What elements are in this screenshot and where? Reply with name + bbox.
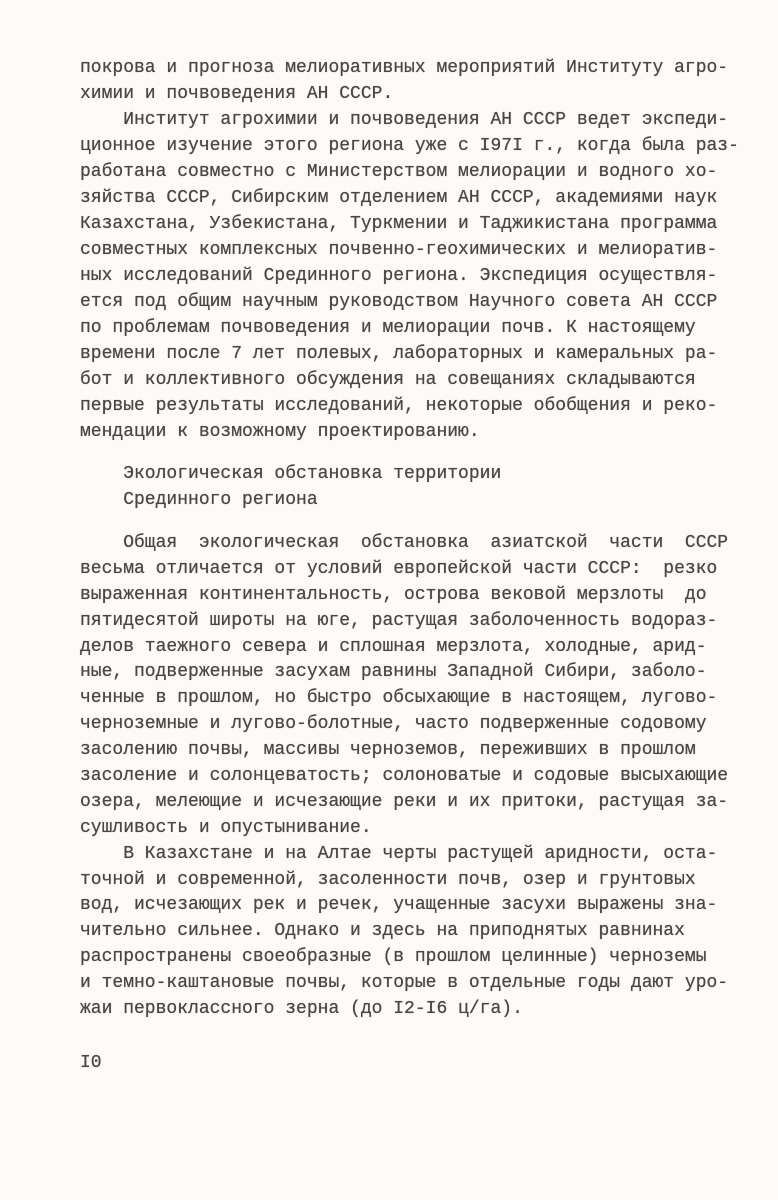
text-line: Экологическая обстановка территории — [80, 464, 502, 484]
text-line: пятидесятой широты на юге, растущая заболоченность водораз- — [80, 610, 718, 631]
text-line: химии и почвоведения АН СССР. — [80, 84, 394, 104]
page-number: I0 — [80, 1053, 102, 1073]
text-line: выраженная континентальность, острова вековой мерзлоты до — [80, 584, 707, 605]
text-line: Казахстана, Узбекистана, Туркмении и Таджикистана программа — [80, 214, 718, 234]
text-line: делов таежного севера и сплошная мерзлота, холодные, арид- — [80, 636, 707, 657]
text-line: весьма отличается от условий европейской части СССР: резко — [80, 558, 718, 579]
text-line: В Казахстане и на Алтае черты растущей аридности, оста- — [80, 843, 718, 864]
text-line: засоление и солонцеватость; солоноватые и содовые высыхающие — [80, 766, 729, 787]
text-line: жаи первоклассного зерна (до I2-I6 ц/га). — [80, 999, 523, 1020]
text-line: вод, исчезающих рек и речек, учащенные засухи выражены зна- — [80, 895, 718, 916]
text-line: черноземные и лугово-болотные, часто подверженные содовому — [80, 714, 707, 735]
text-line: покрова и прогноза мелиоративных мероприятий Институту агро- — [80, 58, 729, 78]
text-line: ется под общим научным руководством Научного совета АН СССР — [80, 292, 718, 312]
text-line: озера, мелеющие и исчезающие реки и их притоки, растущая за- — [80, 791, 729, 812]
text-line: первые результаты исследований, некоторые обобщения и реко- — [80, 396, 718, 416]
text-line: сушливость и опустынивание. — [80, 817, 372, 838]
text-line: времени после 7 лет полевых, лабораторных и камеральных ра- — [80, 344, 718, 364]
text-line: ционное изучение этого региона уже с I97I г., когда была раз- — [80, 136, 739, 156]
text-line: точной и современной, засоленности почв, озер и грунтовых — [80, 869, 696, 890]
text-line: бот и коллективного обсуждения на совещаниях складываются — [80, 370, 696, 390]
body-paragraphs — [80, 531, 728, 1023]
text-line: ных исследований Срединного региона. Экспедиция осуществля- — [80, 266, 718, 286]
text-line: по проблемам почвоведения и мелиорации почв. К настоящему — [80, 318, 696, 338]
text-line: чительно сильнее. Однако и здесь на приподнятых равнинах — [80, 921, 685, 942]
text-line: работана совместно с Министерством мелиорации и водного хо- — [80, 162, 718, 182]
intro-paragraphs — [80, 55, 739, 445]
text-line: Срединного региона — [80, 490, 318, 510]
text-line: Институт агрохимии и почвоведения АН СССР ведет экспеди- — [80, 110, 729, 130]
text-line: Общая экологическая обстановка азиатской части СССР — [80, 533, 729, 553]
text-line: распространены своеобразные (в прошлом целинные) черноземы — [80, 947, 707, 968]
section-heading — [80, 461, 501, 513]
text-line: засолению почвы, массивы черноземов, переживших в прошлом — [80, 740, 696, 761]
text-line: зяйства СССР, Сибирским отделением АН СССР, академиями наук — [80, 188, 718, 208]
text-line: ные, подверженные засухам равнины Западной Сибири, заболо- — [80, 662, 707, 683]
text-line: мендации к возможному проектированию. — [80, 422, 480, 442]
text-line: и темно-каштановые почвы, которые в отдельные годы дают уро- — [80, 973, 729, 994]
text-line: ченные в прошлом, но быстро обсыхающие в настоящем, лугово- — [80, 688, 718, 709]
text-line: совместных комплексных почвенно-геохимических и мелиоратив- — [80, 240, 718, 260]
